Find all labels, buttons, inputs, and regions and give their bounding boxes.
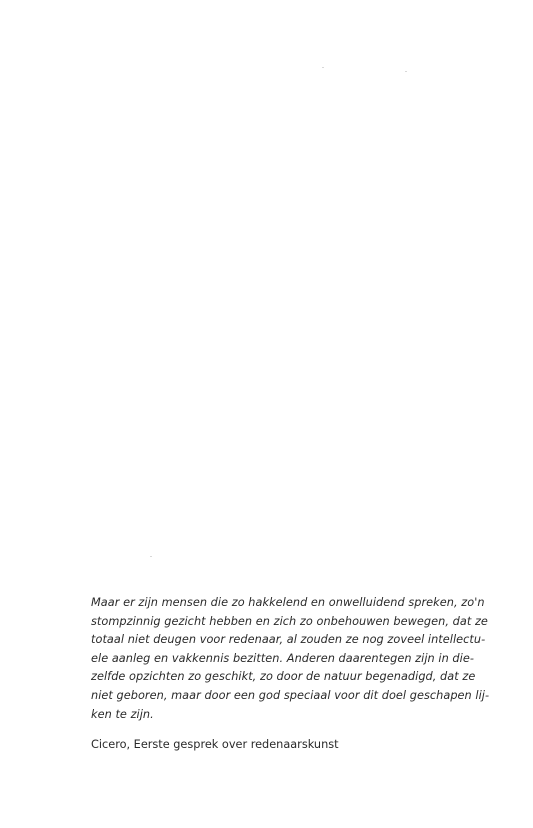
paper-speck	[150, 556, 152, 557]
epigraph-quote	[91, 594, 489, 724]
quote-line: ken te zijn.	[91, 707, 154, 721]
quote-line: niet geboren, maar door een god speciaal voor dit doel geschapen lij-	[91, 688, 490, 702]
paper-speck	[405, 71, 407, 72]
quote-line: ele aanleg en vakkennis bezitten. Anderen daarentegen zijn in die-	[91, 651, 474, 665]
quote-line: totaal niet deugen voor redenaar, al zouden ze nog zoveel intellectu-	[91, 633, 486, 647]
quote-line: Maar er zijn mensen die zo hakkelend en onwelluidend spreken, zo'n	[91, 596, 485, 609]
paper-speck	[322, 67, 324, 68]
quote-line: stompzinnig gezicht hebben en zich zo onbehouwen bewegen, dat ze	[91, 614, 488, 628]
epigraph-attribution: Cicero, Eerste gesprek over redenaarskunst	[91, 738, 339, 751]
quote-line: zelfde opzichten zo geschikt, zo door de natuur begenadigd, dat ze	[91, 670, 476, 684]
epigraph	[91, 594, 490, 751]
